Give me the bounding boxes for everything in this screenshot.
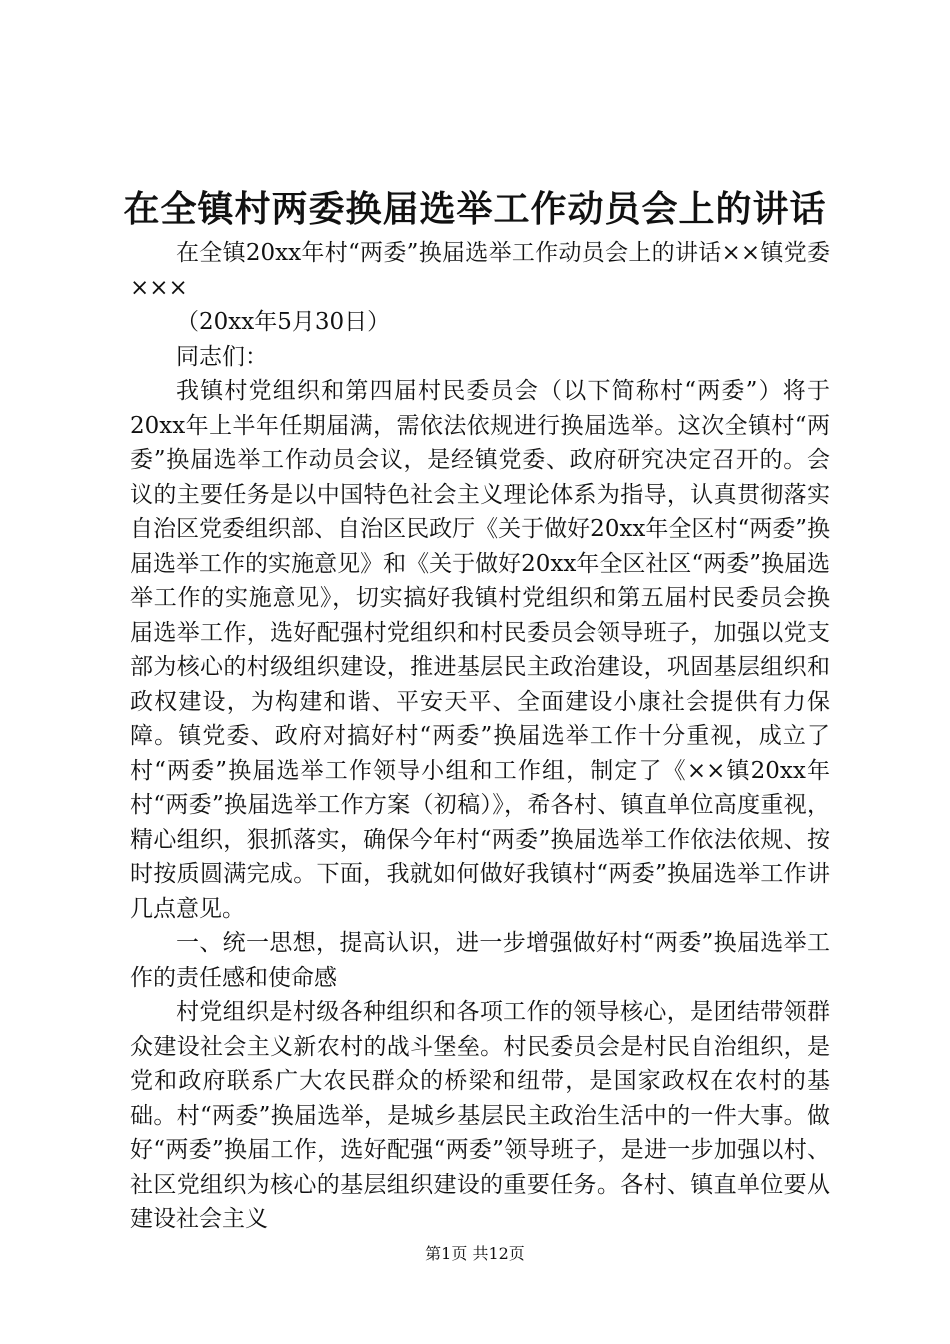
paragraph-date: （20xx年5月30日） [176, 309, 391, 335]
paragraph-section-heading: 一、统一思想，提高认识，进一步增强做好村“两委”换届选举工作的责任感和使命感 [130, 930, 830, 991]
paragraph-salutation: 同志们： [176, 343, 268, 370]
page-footer: 第1页 共12页 [425, 1244, 525, 1263]
document-body [130, 236, 830, 1237]
paragraph-intro: 我镇村党组织和第四届村民委员会（以下简称村“两委”）将于20xx年上半年任期届满，需依法依规进行换届选举。这次全镇村“两委”换届选举工作动员会议，是经镇党委、政府研究决定召开的。会议的主要任务是以中国特色社会主义理论体系为指导，认真贯彻落实自治区党委组织部、自治区民政厅《关于做好20xx年全区村“两委”换届选举工作的实施意见》和《关于做好20xx年全区社区“两委”换届选举工作的实施意见》，切实搞好我镇村党组织和第五届村民委员会换届选举工作，选好配强村党组织和村民委员会领导班子，加强以党支部为核心的村级组织建设，推进基层民主政治建设，巩固基层组织和政权建设，为构建和谐、平安天平、全面建设小康社会提供有力保障。镇党委、政府对搞好村“两委”换届选举工作十分重视，成立了村“两委”换届选举工作领导小组和工作组，制定了《××镇20xx年村“两委”换届选举工作方案（初稿）》，希各村、镇直单位高度重视，精心组织，狠抓落实，确保今年村“两委”换届选举工作依法依规、按时按质圆满完成。下面，我就如何做好我镇村“两委”换届选举工作讲几点意见。 [130, 378, 830, 922]
paragraph-section-body: 村党组织是村级各种组织和各项工作的领导核心，是团结带领群众建设社会主义新农村的战斗堡垒。村民委员会是村民自治组织，是党和政府联系广大农民群众的桥梁和纽带，是国家政权在农村的基础。村“两委”换届选举，是城乡基层民主政治生活中的一件大事。做好“两委”换届工作，选好配强“两委”领导班子，是进一步加强以村、社区党组织为核心的基层组织建设的重要任务。各村、镇直单位要从建设社会主义 [130, 999, 830, 1232]
paragraph-heading-line: 在全镇20xx年村“两委”换届选举工作动员会上的讲话××镇党委××× [130, 240, 830, 301]
document-title: 在全镇村两委换届选举工作动员会上的讲话 [123, 188, 827, 230]
